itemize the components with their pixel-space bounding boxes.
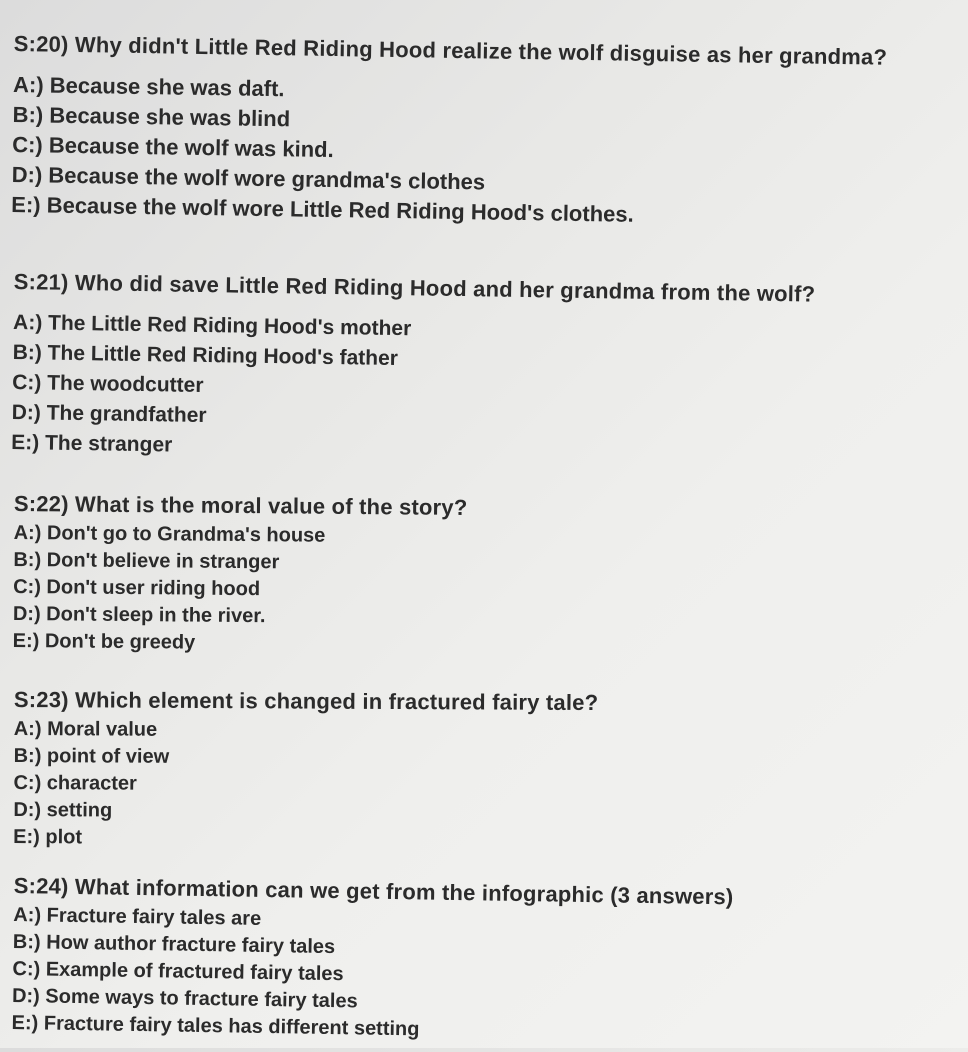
- option-e: E:) plot: [13, 825, 83, 849]
- option-b: B:) Because she was blind: [12, 101, 291, 132]
- option-d: D:) Some ways to fracture fairy tales: [11, 984, 358, 1013]
- option-d: D:) Because the wolf wore grandma's clothes: [11, 161, 486, 195]
- question-title: S:20) Why didn't Little Red Riding Hood realize the wolf disguise as her grandma?: [13, 30, 888, 70]
- option-c: C:) The woodcutter: [12, 370, 204, 397]
- option-e: E:) Fracture fairy tales has different setting: [11, 1011, 420, 1041]
- option-c: C:) character: [13, 771, 137, 795]
- question-title: S:24) What information can we get from the infographic (3 answers): [13, 872, 734, 910]
- answer-options: [11, 902, 953, 1052]
- option-e: E:) Because the wolf wore Little Red Riding Hood's clothes.: [11, 191, 634, 227]
- option-d: D:) The grandfather: [11, 400, 207, 428]
- option-d: D:) Don't sleep in the river.: [12, 602, 266, 628]
- option-a: A:) Don't go to Grandma's house: [13, 521, 326, 547]
- question-21: [11, 268, 954, 473]
- option-c: C:) Example of fractured fairy tales: [12, 957, 344, 986]
- answer-options: [11, 70, 953, 235]
- option-e: E:) Don't be greedy: [12, 629, 196, 654]
- option-e: E:) The stranger: [11, 430, 173, 457]
- option-b: B:) The Little Red Riding Hood's father: [12, 340, 399, 371]
- question-24: [11, 872, 953, 1052]
- question-20: [11, 30, 954, 235]
- option-a: A:) Because she was daft.: [12, 71, 285, 102]
- option-c: C:) Because the wolf was kind.: [12, 131, 334, 163]
- option-a: A:) Fracture fairy tales are: [13, 903, 262, 930]
- option-b: B:) point of view: [13, 744, 170, 768]
- question-title: S:21) Who did save Little Red Riding Hood and her grandma from the wolf?: [13, 268, 816, 307]
- question-23: [13, 686, 954, 856]
- answer-options: [13, 716, 954, 856]
- question-22: [13, 490, 954, 663]
- question-title: S:22) What is the moral value of the story?: [13, 490, 468, 520]
- option-b: B:) How author fracture fairy tales: [12, 930, 336, 959]
- option-b: B:) Don't believe in stranger: [13, 548, 280, 574]
- option-c: C:) Don't user riding hood: [13, 575, 261, 601]
- question-title: S:23) Which element is changed in fractured fairy tale?: [13, 687, 599, 716]
- answer-options: [13, 520, 954, 663]
- option-a: A:) Moral value: [13, 717, 158, 741]
- option-a: A:) The Little Red Riding Hood's mother: [12, 310, 412, 341]
- option-d: D:) setting: [13, 798, 113, 822]
- answer-options: [11, 308, 953, 473]
